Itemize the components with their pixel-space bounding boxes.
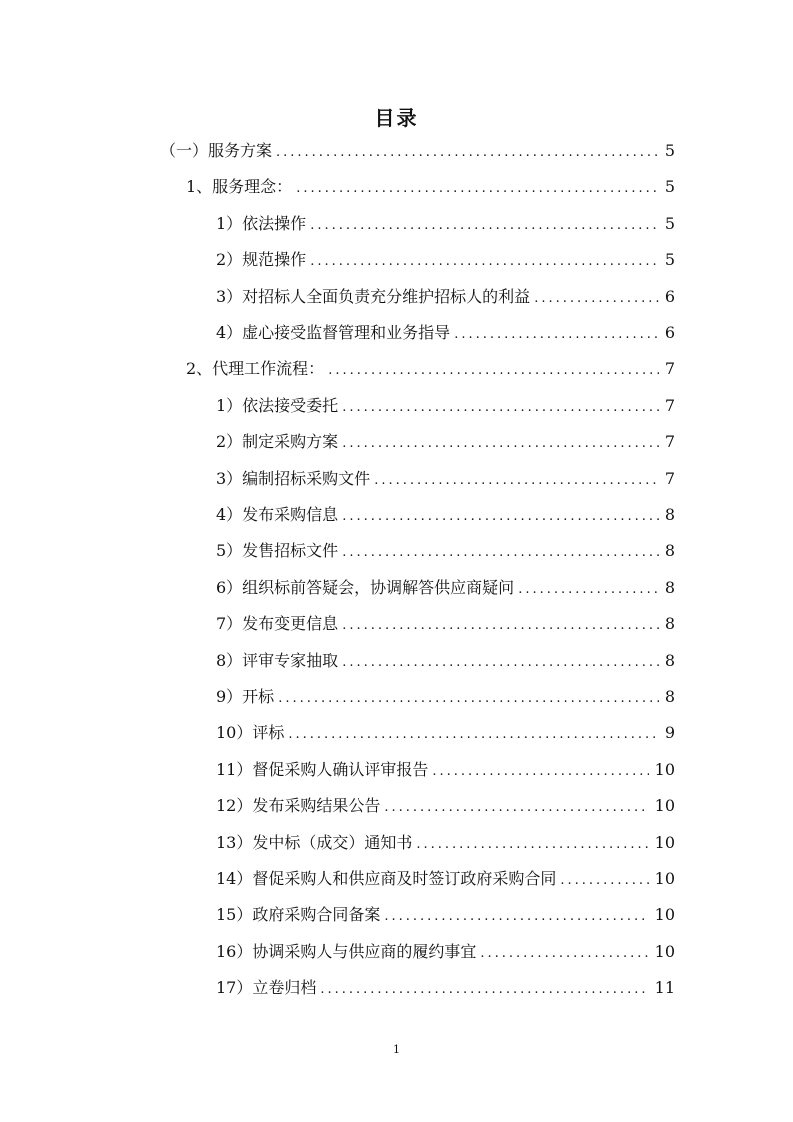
toc-entry-page: 9 — [664, 723, 675, 743]
toc-entry-text: 8）评审专家抽取 — [216, 650, 339, 670]
toc-entry-page: 7 — [664, 468, 675, 488]
toc-entry[interactable] — [216, 606, 675, 642]
toc-entry[interactable] — [216, 679, 675, 715]
toc-dot-leader — [288, 725, 658, 745]
toc-entry-page: 10 — [654, 796, 675, 816]
toc-dot-leader — [342, 616, 659, 636]
toc-entry-page: 7 — [664, 359, 675, 379]
toc-entry-text: 3）对招标人全面负责充分维护招标人的利益 — [216, 286, 531, 306]
toc-entry-text: 11）督促采购人确认评审报告 — [216, 759, 429, 779]
toc-entry-page: 7 — [664, 432, 675, 452]
toc-entry-page: 5 — [664, 141, 675, 160]
toc-entry-page: 6 — [664, 323, 675, 342]
toc-entry[interactable] — [216, 424, 675, 460]
toc-entry-page: 10 — [654, 869, 675, 888]
toc-dot-leader — [276, 143, 659, 163]
toc-dot-leader — [374, 471, 659, 491]
toc-dot-leader — [342, 543, 659, 563]
toc-dot-leader — [454, 325, 659, 345]
toc-entry-text: 2）制定采购方案 — [216, 432, 339, 452]
toc-entry-page: 5 — [664, 177, 675, 197]
toc-entry-page: 5 — [664, 250, 675, 270]
toc-dot-leader — [534, 289, 659, 309]
toc-dot-leader — [342, 398, 659, 418]
toc-entry-text: 7）发布变更信息 — [216, 614, 339, 634]
toc-entry-page: 8 — [664, 505, 675, 524]
toc-entry-page: 7 — [664, 395, 675, 415]
toc-entry-text: 2、代理工作流程： — [186, 359, 325, 379]
toc-entry[interactable] — [216, 242, 675, 278]
toc-entry[interactable] — [216, 970, 675, 1006]
toc-entry-text: 12）发布采购结果公告 — [216, 796, 381, 816]
toc-entry[interactable] — [216, 752, 675, 788]
toc-dot-leader — [384, 907, 648, 927]
toc-entry[interactable] — [160, 133, 675, 169]
toc-entry-text: 17）立卷归档 — [216, 978, 317, 998]
toc-entry-page: 11 — [654, 978, 675, 998]
toc-entry-page: 5 — [664, 213, 675, 233]
toc-entry-text: 6）组织标前答疑会，协调解答供应商疑问 — [216, 577, 515, 597]
toc-entry-page: 8 — [664, 541, 675, 561]
toc-dot-leader — [296, 179, 659, 199]
toc-entry-page: 8 — [664, 687, 675, 706]
toc-entry-text: （一）服务方案 — [160, 141, 273, 160]
toc-dot-leader — [432, 762, 648, 782]
toc-entry[interactable] — [216, 861, 675, 897]
toc-entry-text: 4）虚心接受监督管理和业务指导 — [216, 323, 451, 342]
toc-entry[interactable] — [216, 788, 675, 824]
toc-entry-text: 1）依法操作 — [216, 213, 307, 233]
toc-entry-text: 10）评标 — [216, 723, 285, 743]
page-number: 1 — [393, 1043, 400, 1056]
toc-entry-text: 1）依法接受委托 — [216, 395, 339, 415]
toc-entry[interactable] — [216, 715, 675, 751]
toc-entry-text: 9）开标 — [216, 687, 275, 706]
toc-dot-leader — [480, 944, 648, 964]
toc-dot-leader — [384, 798, 648, 818]
toc-entry[interactable] — [216, 461, 675, 497]
toc-entry[interactable] — [216, 497, 675, 533]
toc-entry[interactable] — [216, 897, 675, 933]
toc-entry[interactable] — [216, 206, 675, 242]
toc-entry[interactable] — [216, 388, 675, 424]
toc-entry-page: 10 — [654, 905, 675, 925]
toc-entry-text: 14）督促采购人和供应商及时签订政府采购合同 — [216, 869, 557, 888]
toc-entry-text: 5）发售招标文件 — [216, 541, 339, 561]
toc-entry[interactable] — [216, 643, 675, 679]
toc-entry-page: 10 — [654, 832, 675, 852]
toc-entry-page: 6 — [664, 286, 675, 306]
toc-entry-page: 10 — [654, 759, 675, 779]
toc-entry-text: 1、服务理念： — [186, 177, 293, 197]
toc-entry[interactable] — [186, 351, 675, 387]
toc-entry-text: 2）规范操作 — [216, 250, 307, 270]
toc-entry-text: 16）协调采购人与供应商的履约事宜 — [216, 941, 477, 961]
toc-entry-page: 8 — [664, 577, 675, 597]
toc-entry-text: 13）发中标（成交）通知书 — [216, 832, 413, 852]
toc-entry-text: 15）政府采购合同备案 — [216, 905, 381, 925]
toc-entry-text: 4）发布采购信息 — [216, 505, 339, 524]
toc-entry[interactable] — [216, 825, 675, 861]
page-title: 目录 — [374, 106, 419, 130]
toc-dot-leader — [342, 653, 659, 673]
toc-entry[interactable] — [216, 279, 675, 315]
toc-dot-leader — [310, 216, 659, 236]
toc-entry-text: 3）编制招标采购文件 — [216, 468, 371, 488]
toc-entry-page: 8 — [664, 614, 675, 634]
toc-entry[interactable] — [216, 315, 675, 351]
toc-dot-leader — [310, 252, 659, 272]
toc-dot-leader — [416, 835, 648, 855]
toc-dot-leader — [342, 434, 659, 454]
toc-dot-leader — [560, 871, 648, 891]
toc-dot-leader — [342, 507, 659, 527]
toc-dot-leader — [518, 580, 659, 600]
toc-dot-leader — [328, 361, 659, 381]
toc-dot-leader — [320, 980, 648, 1000]
toc-dot-leader — [278, 689, 659, 709]
toc-entry-page: 8 — [664, 650, 675, 670]
toc-entry[interactable] — [186, 169, 675, 205]
toc-entry[interactable] — [216, 533, 675, 569]
toc-entry[interactable] — [216, 570, 675, 606]
toc-entry-page: 10 — [654, 941, 675, 961]
toc-entry[interactable] — [216, 934, 675, 970]
